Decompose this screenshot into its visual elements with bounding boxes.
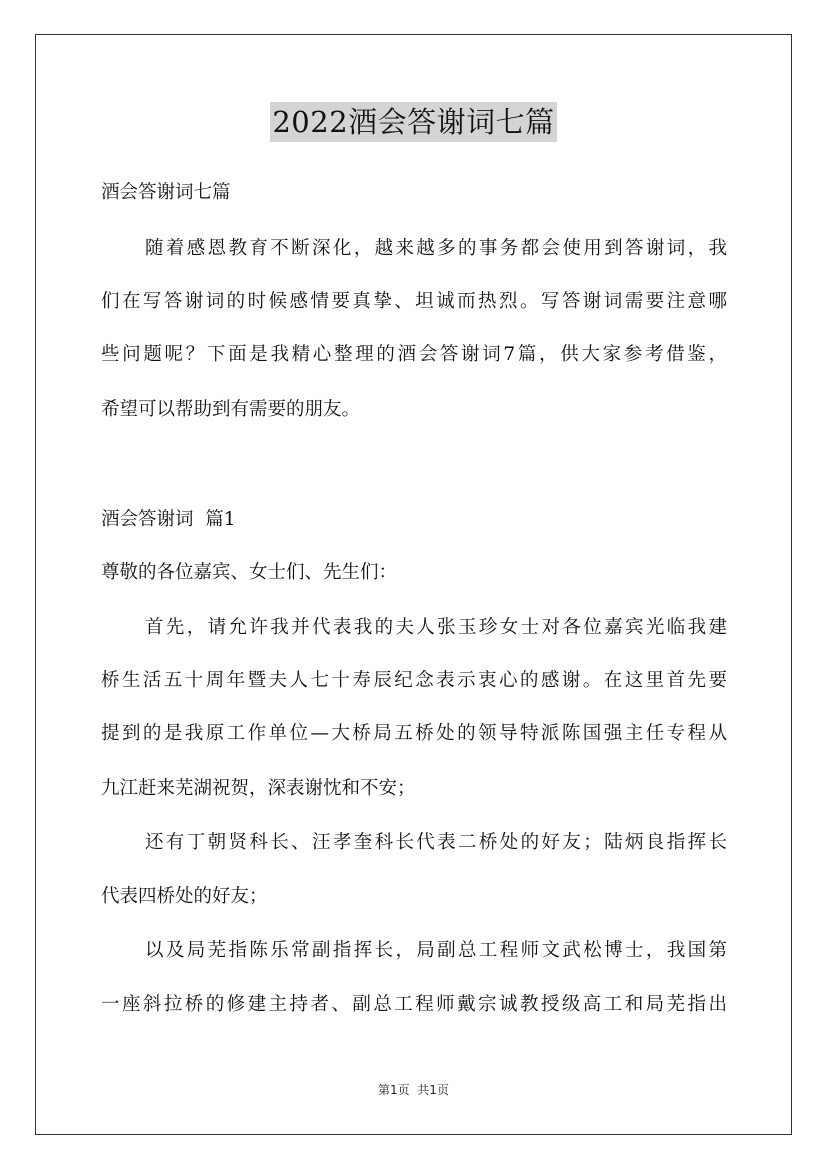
paragraph-line: 一座斜拉桥的修建主持者、副总工程师戴宗诚教授级高工和局芜指出: [101, 994, 727, 1015]
paragraph-line: 桥生活五十周年暨夫人七十寿辰纪念表示衷心的感谢。在这里首先要: [101, 670, 727, 691]
paragraph-line: 提到的是我原工作单位—大桥局五桥处的领导特派陈国强主任专程从: [101, 723, 727, 744]
document-subtitle: 酒会答谢词七篇: [101, 182, 231, 203]
intro-line: 些问题呢？下面是我精心整理的酒会答谢词7篇，供大家参考借鉴，: [101, 344, 727, 365]
paragraph-line: 还有丁朝贤科长、汪孝奎科长代表二桥处的好友；陆炳良指挥长: [145, 832, 727, 853]
intro-line: 们在写答谢词的时候感情要真挚、坦诚而热烈。写答谢词需要注意哪: [101, 291, 727, 312]
page-footer: [0, 1082, 827, 1098]
salutation: 尊敬的各位嘉宾、女士们、先生们：: [101, 562, 398, 583]
paragraph-line: 首先，请允许我并代表我的夫人张玉珍女士对各位嘉宾光临我建: [145, 617, 727, 638]
section-heading: 酒会答谢词 篇1: [101, 509, 236, 530]
page-number: 第1页 共1页: [378, 1083, 449, 1097]
intro-line: 希望可以帮助到有需要的朋友。: [101, 399, 361, 420]
paragraph-line: 以及局芜指陈乐常副指挥长，局副总工程师文武松博士，我国第: [145, 940, 727, 961]
intro-line: 随着感恩教育不断深化，越来越多的事务都会使用到答谢词，我: [145, 238, 727, 259]
title-container: [0, 102, 827, 142]
paragraph-line: 九江赶来芜湖祝贺，深表谢忱和不安；: [101, 778, 416, 799]
document-title: 2022酒会答谢词七篇: [270, 102, 556, 142]
paragraph-line: 代表四桥处的好友；: [101, 886, 268, 907]
